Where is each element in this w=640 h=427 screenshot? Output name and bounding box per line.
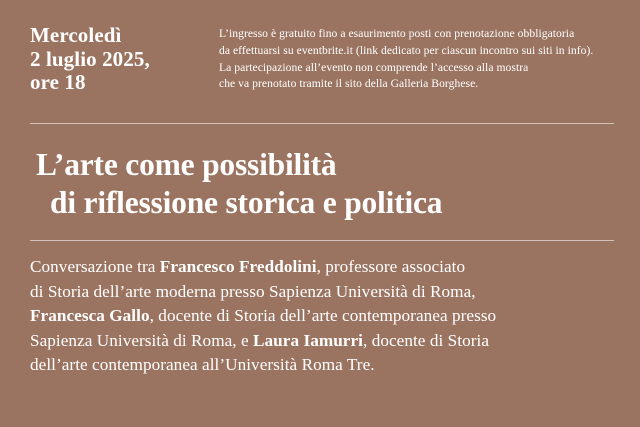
admission-note-line-1: L’ingresso è gratuito fino a esaurimento posti con prenotazione obbligatoria bbox=[219, 27, 575, 40]
description-line-1 bbox=[30, 255, 614, 279]
description-line-4-intro: Sapienza Università di Roma, e bbox=[30, 330, 254, 350]
event-description bbox=[30, 241, 614, 377]
admission-note-line-3: La partecipazione all’evento non comprende l’accesso alla mostra bbox=[219, 60, 529, 74]
admission-note bbox=[219, 22, 614, 93]
description-line-1-tail: , professore associato bbox=[316, 257, 466, 277]
event-title-line-1: L’arte come possibilità bbox=[36, 146, 337, 182]
poster-header bbox=[30, 22, 614, 95]
description-line-5: dell’arte contemporanea all’Università Roma Tre. bbox=[30, 355, 375, 375]
speaker-name-gallo: Francesca Gallo bbox=[30, 306, 150, 326]
event-date bbox=[30, 22, 205, 95]
description-line-4-tail: , docente di Storia bbox=[363, 330, 490, 350]
event-title bbox=[30, 124, 614, 223]
event-title-line-2: di riflessione storica e politica bbox=[50, 184, 443, 220]
description-line-3-tail: , docente di Storia dell’arte contemporanea presso bbox=[149, 306, 497, 326]
event-date-day: 2 luglio 2025, bbox=[30, 46, 150, 71]
admission-note-line-2: da effettuarsi su eventbrite.it (link dedicato per ciascun incontro sui siti in info). bbox=[219, 43, 594, 57]
event-date-weekday: Mercoledì bbox=[30, 23, 122, 47]
admission-note-line-4: che va prenotato tramite il sito della Galleria Borghese. bbox=[219, 77, 479, 91]
description-line-2: di Storia dell’arte moderna presso Sapienza Università di Roma, bbox=[30, 281, 476, 301]
description-line-4 bbox=[30, 329, 614, 353]
speaker-name-freddolini: Francesco Freddolini bbox=[159, 257, 317, 277]
event-date-time: ore 18 bbox=[30, 70, 86, 95]
speaker-name-iamurri: Laura Iamurri bbox=[253, 330, 363, 350]
description-line-3 bbox=[30, 304, 614, 328]
description-line-1-intro: Conversazione tra bbox=[30, 257, 160, 277]
